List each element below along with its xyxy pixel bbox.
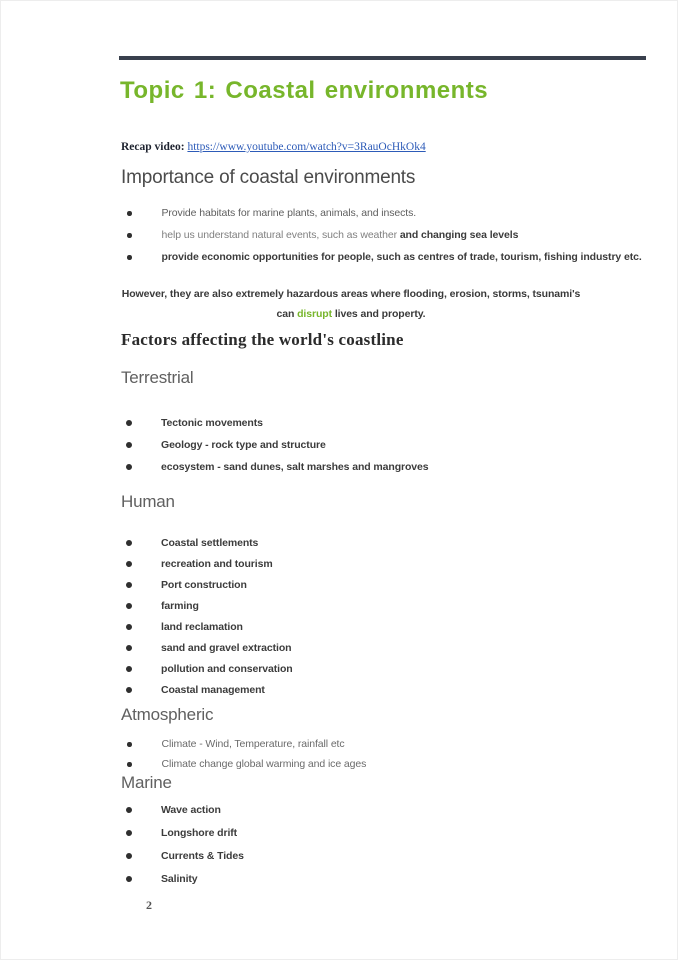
list-item xyxy=(121,416,677,430)
list-item-text: recreation and tourism xyxy=(161,558,273,570)
list-item xyxy=(121,578,677,592)
list-item-text: farming xyxy=(161,600,199,612)
bullet-icon xyxy=(126,807,132,813)
recap-video-link[interactable]: https://www.youtube.com/watch?v=3RauOcHkOk4 xyxy=(187,141,426,153)
bullet-icon xyxy=(126,561,132,567)
bullet-icon xyxy=(126,603,132,609)
list-item xyxy=(121,872,677,886)
list-item-text: Salinity xyxy=(161,873,198,885)
list-item-text: Currents & Tides xyxy=(161,850,244,862)
list-item-text: Tectonic movements xyxy=(161,417,263,429)
bullet-icon xyxy=(126,582,132,588)
list-item-text: Coastal settlements xyxy=(161,537,259,549)
list-item xyxy=(121,641,677,655)
bullet-icon xyxy=(126,540,132,546)
list-item-text: Longshore drift xyxy=(161,827,238,839)
list-item xyxy=(121,206,677,220)
list-item-text: Port construction xyxy=(161,579,247,591)
bullet-icon xyxy=(127,233,132,238)
list-item-text: Coastal management xyxy=(161,684,265,696)
list-item xyxy=(121,536,677,550)
list-item xyxy=(121,803,677,817)
section-heading-atmospheric: Atmospheric xyxy=(121,705,214,724)
list-item xyxy=(121,757,677,771)
section-heading-terrestrial: Terrestrial xyxy=(121,368,194,387)
list-item xyxy=(121,737,677,751)
page-title: Topic 1: Coastal environments xyxy=(120,77,489,104)
bullet-icon xyxy=(126,420,132,426)
list-item-text: Climate - Wind, Temperature, rainfall etc xyxy=(161,738,345,750)
list-item-text: Geology - rock type and structure xyxy=(161,439,326,451)
section-heading-human: Human xyxy=(121,492,175,511)
list-item xyxy=(121,460,677,474)
bullet-icon xyxy=(126,876,132,882)
list-item xyxy=(121,250,677,264)
bullet-icon xyxy=(126,464,132,470)
list-item-text: land reclamation xyxy=(161,621,243,633)
atmospheric-list xyxy=(121,737,677,771)
list-item xyxy=(121,438,677,452)
hazard-text-post: lives and property. xyxy=(332,308,426,320)
list-item xyxy=(121,826,677,840)
importance-list xyxy=(121,206,677,264)
list-item-text: sand and gravel extraction xyxy=(161,642,292,654)
human-list xyxy=(121,536,677,697)
bullet-icon xyxy=(127,742,132,747)
list-item-text: Climate change global warming and ice ages xyxy=(161,758,367,770)
section-heading-marine: Marine xyxy=(121,773,172,792)
recap-video-line xyxy=(121,140,677,154)
bullet-icon xyxy=(127,211,132,216)
list-item-text: pollution and conservation xyxy=(161,663,293,675)
bullet-icon xyxy=(126,666,132,672)
bullet-icon xyxy=(126,645,132,651)
importance-heading: Importance of coastal environments xyxy=(121,167,416,188)
hazard-highlight: disrupt xyxy=(297,308,332,320)
factors-heading: Factors affecting the world's coastline xyxy=(121,330,404,349)
list-item xyxy=(121,599,677,613)
list-item xyxy=(121,228,677,242)
list-item xyxy=(121,620,677,634)
list-item xyxy=(121,683,677,697)
marine-list xyxy=(121,803,677,886)
bullet-icon xyxy=(126,624,132,630)
recap-video-label: Recap video: xyxy=(121,141,188,153)
page-number: 2 xyxy=(146,898,152,912)
list-item-text: Provide habitats for marine plants, animals, and insects. xyxy=(161,207,417,219)
bullet-icon xyxy=(126,442,132,448)
list-item-text: ecosystem - sand dunes, salt marshes and mangroves xyxy=(161,461,429,473)
list-item-text xyxy=(162,228,519,242)
list-item-text-normal: help us understand natural events, such as weather xyxy=(161,229,400,241)
bullet-icon xyxy=(127,762,132,767)
bullet-icon xyxy=(126,687,132,693)
terrestrial-list xyxy=(121,416,677,474)
list-item xyxy=(121,662,677,676)
bullet-icon xyxy=(126,853,132,859)
bullet-icon xyxy=(127,255,132,260)
list-item-text: Wave action xyxy=(161,804,221,816)
list-item-text-emphasis: and changing sea levels xyxy=(399,229,519,241)
list-item xyxy=(121,849,677,863)
bullet-icon xyxy=(126,830,132,836)
hazard-text-pre: However, they are also extremely hazardous areas where flooding, erosion, storms, tsunami's can xyxy=(121,288,581,320)
list-item xyxy=(121,557,677,571)
hazard-paragraph xyxy=(121,284,581,324)
title-rule xyxy=(119,56,646,60)
list-item-text: provide economic opportunities for people, such as centres of trade, tourism, fishing industry etc. xyxy=(161,251,642,263)
